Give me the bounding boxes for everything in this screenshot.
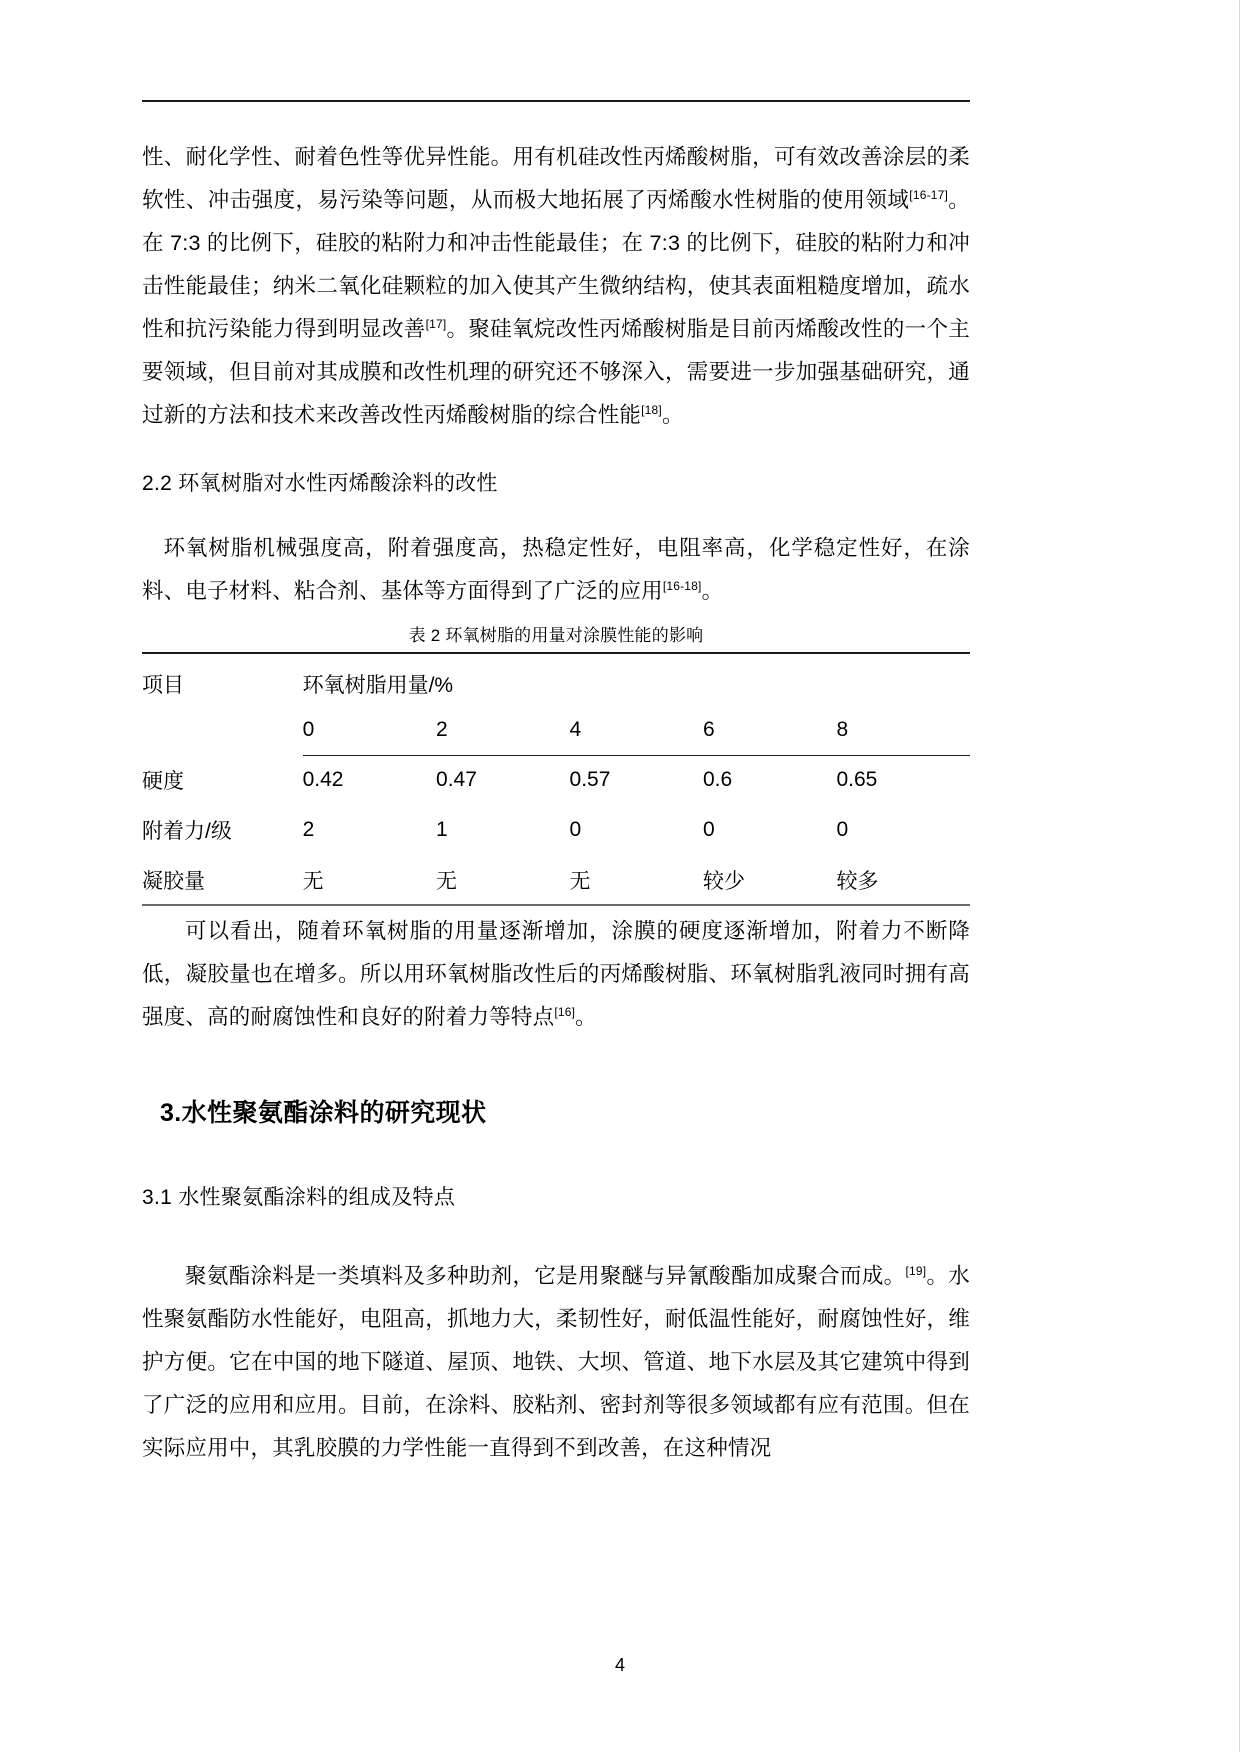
- table-row-label: 凝胶量: [142, 855, 303, 905]
- heading-2-2: 2.2 环氧树脂对水性丙烯酸涂料的改性: [142, 472, 498, 495]
- table-col-6: 6: [703, 705, 836, 755]
- table-col-2: 2: [436, 705, 569, 755]
- table-cell: 无: [570, 855, 703, 905]
- paragraph-organosilicon: [142, 136, 970, 437]
- table-cell: 0: [569, 818, 582, 841]
- table-cell: 无: [303, 855, 436, 905]
- table-cell: 0.65: [836, 768, 878, 792]
- paragraph-epoxy-properties: [142, 527, 970, 613]
- paragraph-table-discussion: [142, 910, 970, 1039]
- table-cell: 0.42: [302, 768, 344, 792]
- heading-3-1: 3.1 水性聚氨酯涂料的组成及特点: [142, 1186, 456, 1209]
- table-cell: 0.57: [569, 768, 611, 792]
- table-col-0: 0: [303, 705, 436, 755]
- paragraph-text: 。聚硅氧烷改性丙烯酸树脂是目前丙烯酸改性的一个主要领域，但目前对其成膜和改性机理的研究还不够深入，需要进一步加强基础研究，通过新的方法和技术来改善改性丙烯酸树脂的综合性能: [142, 317, 970, 427]
- table-col-8: 8: [836, 705, 970, 755]
- table-cell: 0: [836, 818, 849, 841]
- table-cell: 较少: [703, 855, 836, 905]
- page-content: [142, 100, 970, 1470]
- paragraph-text: 聚氨酯涂料是一类填料及多种助剂，它是用聚醚与异氰酸酯加成聚合而成。: [185, 1264, 906, 1288]
- table-row-label: 附着力/级: [142, 820, 232, 843]
- citation-ref: [19]: [905, 1263, 927, 1278]
- paragraph-text: 性、耐化学性、耐着色性等优异性能。用有机硅改性丙烯酸树脂，可有效改善涂层的柔软性、冲击强度，易污染等问题，从而极大地拓展了丙烯酸水性树脂的使用领域: [142, 145, 970, 212]
- table-row: [142, 755, 970, 805]
- citation-ref: [16]: [554, 1004, 576, 1019]
- heading-3: 3.水性聚氨酯涂料的研究现状: [160, 1099, 487, 1127]
- table-cell: 无: [436, 855, 569, 905]
- table-cell: 0.47: [436, 768, 477, 792]
- table-cell: 0.6: [702, 768, 733, 792]
- table-subheader-row: [142, 705, 970, 755]
- table-row: [142, 855, 970, 905]
- paragraph-text: 。水性聚氨酯防水性能好，电阻高，抓地力大，柔韧性好，耐低温性能好，耐腐蚀性好，维护方便。它在中国的地下隧道、屋顶、地铁、大坝、管道、地下水层及其它建筑中得到了广泛的应用和应用。目前，在涂料、胶粘剂、密封剂等很多领域都有应有范围。但在实际应用中，其乳胶膜的力学性能一直得到不到改善，在这种情况: [142, 1264, 970, 1460]
- citation-ref: [16-18]: [662, 578, 702, 593]
- citation-ref: [16-17]: [909, 187, 949, 202]
- paragraph-text: 。在 7:3 的比例下，硅胶的粘附力和冲击性能最佳；在 7:3 的比例下，硅胶的粘附力和冲击性能最佳；纳米二氧化硅颗粒的加入使其产生微纳结构，使其表面粗糙度增加，疏水性和抗污染能力得到明显改善: [142, 188, 970, 341]
- table-cell: 2: [302, 818, 315, 841]
- paragraph-text: 。: [701, 579, 724, 603]
- table-epoxy-effects: [142, 652, 970, 906]
- table-2-container: [142, 621, 970, 906]
- header-rule: [142, 100, 970, 102]
- table-cell: 较多: [836, 855, 970, 905]
- table-col-4: 4: [570, 705, 703, 755]
- table-subheader-blank: [142, 705, 303, 755]
- table-cell: 1: [436, 818, 448, 841]
- paragraph-text: 。: [575, 1005, 597, 1029]
- table-header-item: 项目: [142, 653, 303, 705]
- table-header-group: 环氧树脂用量/%: [303, 653, 970, 705]
- table-caption: 表 2 环氧树脂的用量对涂膜性能的影响: [408, 626, 704, 645]
- table-row-label: 硬度: [142, 770, 184, 793]
- paragraph-polyurethane: [142, 1255, 970, 1470]
- table-header-row: [142, 653, 970, 705]
- paragraph-text: 环氧树脂机械强度高，附着强度高，热稳定性好，电阻率高，化学稳定性好，在涂料、电子材料、粘合剂、基体等方面得到了广泛的应用: [142, 536, 970, 603]
- page-number: 4: [614, 1655, 625, 1675]
- table-cell: 0: [702, 818, 715, 841]
- table-row: [142, 805, 970, 855]
- citation-ref: [17]: [425, 316, 447, 331]
- citation-ref: [18]: [641, 402, 662, 417]
- paragraph-text: 。: [661, 403, 684, 427]
- paragraph-text: 可以看出，随着环氧树脂的用量逐渐增加，涂膜的硬度逐渐增加，附着力不断降低，凝胶量也在增多。所以用环氧树脂改性后的丙烯酸树脂、环氧树脂乳液同时拥有高强度、高的耐腐蚀性和良好的附着力等特点: [142, 919, 970, 1029]
